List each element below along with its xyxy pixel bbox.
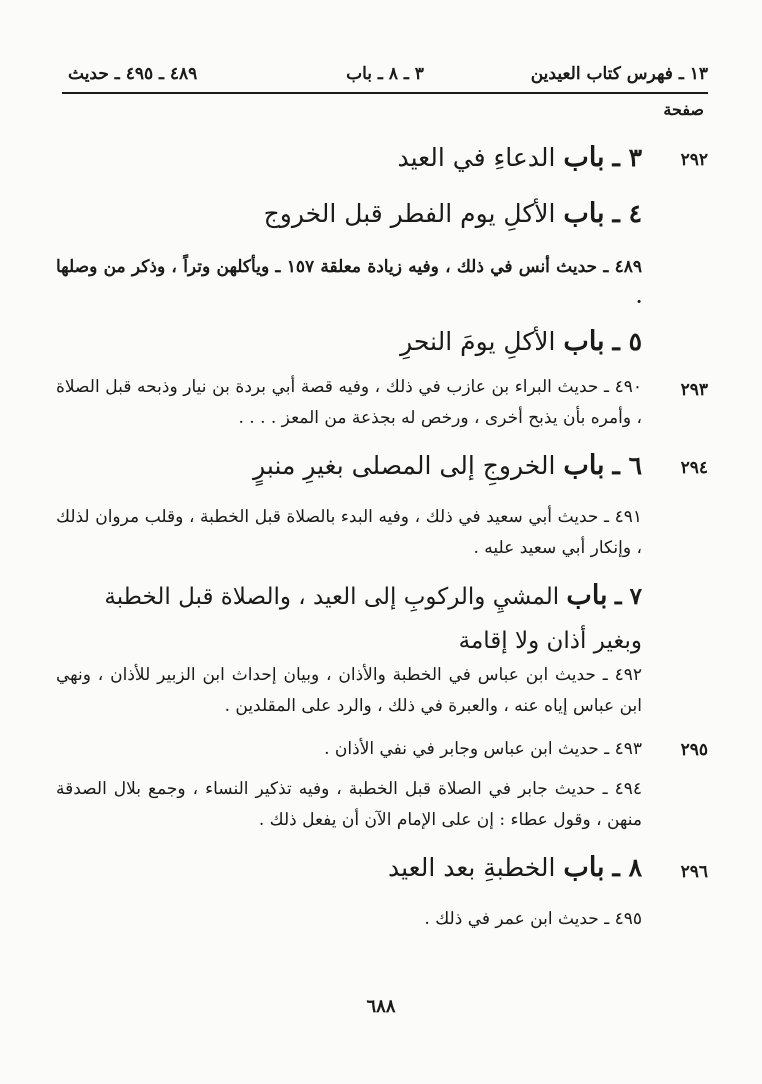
- bab-title: الخطبةِ بعد العيد: [387, 853, 556, 882]
- hadith-entry: ٤٩٢ ـ حديث ابن عباس في الخطبة والأذان ، وبيان إحداث ابن الزبير للأذان ، ونهي ابن عباس إياه عنه ، والعبرة في ذلك ، والرد على المقلدين .: [56, 665, 642, 716]
- hadith-entry: ٤٨٩ ـ حديث أنس في ذلك ، وفيه زيادة معلقة ١٥٧ ـ ويأكلهن وتراً ، وذكر من وصلها .: [56, 257, 642, 308]
- bab-word: باب: [566, 580, 608, 611]
- bab-number: ٥ ـ: [612, 327, 642, 356]
- entry-page-number: ٢٩٤: [680, 458, 708, 478]
- bab-number: ٦ ـ: [612, 451, 642, 480]
- bab-heading: [264, 196, 642, 232]
- header-hadith-range: ٤٨٩ ـ ٤٩٥ ـ حديث: [68, 64, 198, 84]
- bab-number: ٣ ـ: [612, 143, 642, 172]
- header-chapter-title: ١٣ ـ فهرس كتاب العيدين: [530, 64, 708, 84]
- bab-word: باب: [563, 852, 605, 883]
- entry-page-number: ٢٩٦: [680, 862, 708, 882]
- bab-title: الدعاءِ في العيد: [397, 143, 556, 172]
- hadith-entry: ٤٩١ ـ حديث أبي سعيد في ذلك ، وفيه البدء بالصلاة قبل الخطبة ، وقلب مروان لذلك ، وإنكار أبي سعيد عليه .: [56, 507, 642, 558]
- bab-title: الأكلِ يوم الفطر قبل الخروج: [263, 199, 556, 228]
- hadith-entry: ٤٩٣ ـ حديث ابن عباس وجابر في نفي الأذان .: [324, 739, 642, 759]
- page-number: ٦٨٨: [366, 996, 396, 1017]
- hadith-entry: ٤٩٠ ـ حديث البراء بن عازب في ذلك ، وفيه قصة أبي بردة بن نيار وذبحه قبل الصلاة ، وأمره بأن يذبح أخرى ، ورخص له بجذعة من المعز . . . .: [56, 377, 642, 428]
- page-column-label: صفحة: [663, 100, 704, 119]
- bab-heading: [388, 850, 642, 886]
- bab-word: باب: [563, 326, 605, 357]
- hadith-entry: ٤٩٤ ـ حديث جابر في الصلاة قبل الخطبة ، وفيه تذكير النساء ، وجمع بلال الصدقة منهن ، وقول عطاء : إن على الإمام الآن أن يفعل ذلك .: [56, 779, 642, 830]
- bab-heading: [398, 140, 643, 176]
- bab-title: المشيِ والركوبِ إلى العيد ، والصلاة قبل الخطبة وبغير أذان ولا إقامة: [104, 584, 642, 654]
- bab-word: باب: [563, 450, 605, 481]
- bab-heading: [400, 324, 642, 360]
- bab-number: ٨ ـ: [612, 853, 642, 882]
- entry-page-number: ٢٩٣: [680, 380, 708, 400]
- bab-word: باب: [563, 198, 605, 229]
- header-bab-range: ٣ ـ ٨ ـ باب: [346, 64, 424, 84]
- running-header: [62, 58, 708, 94]
- bab-title: الأكلِ يومَ النحرِ: [400, 327, 556, 356]
- bab-number: ٧ ـ: [614, 583, 642, 610]
- entry-page-number: ٢٩٥: [680, 740, 708, 760]
- bab-heading: [62, 574, 642, 663]
- entry-page-number: ٢٩٢: [680, 150, 708, 170]
- hadith-entry: ٤٩٥ ـ حديث ابن عمر في ذلك .: [424, 909, 642, 929]
- bab-title: الخروجِ إلى المصلى بغيرِ منبرٍ: [253, 451, 556, 480]
- bab-heading: [253, 448, 642, 484]
- bab-word: باب: [563, 142, 605, 173]
- bab-number: ٤ ـ: [612, 199, 642, 228]
